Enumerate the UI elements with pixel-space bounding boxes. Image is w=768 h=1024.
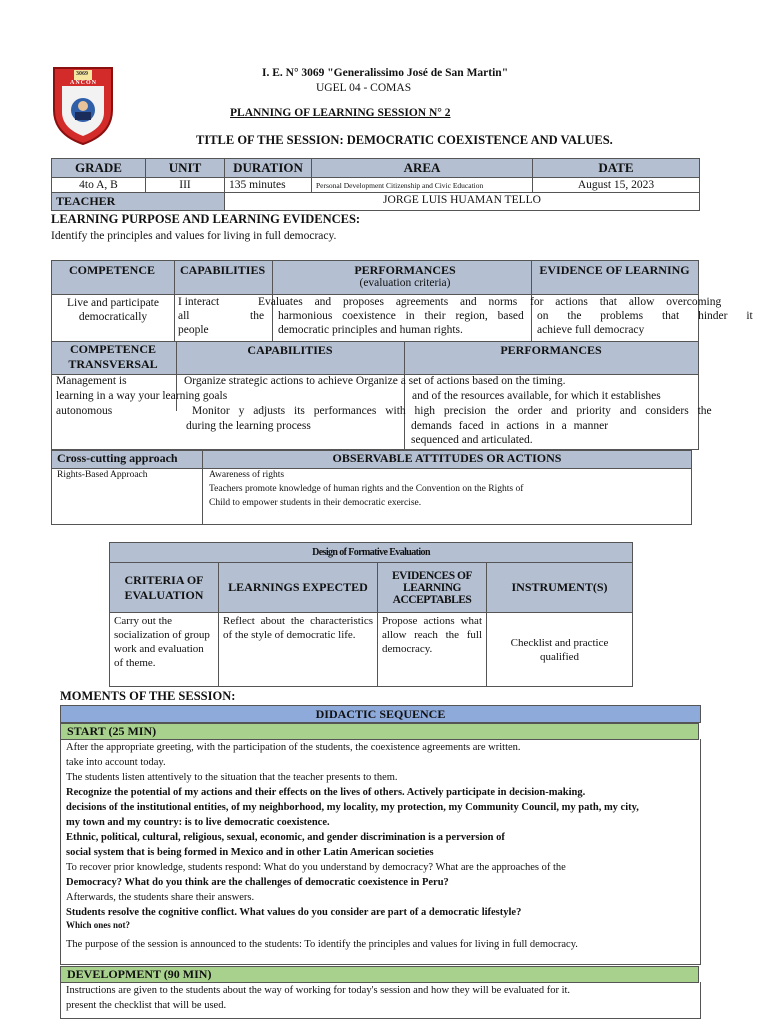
session-title: TITLE OF THE SESSION: DEMOCRATIC COEXISTENCE AND VALUES. [196,133,613,147]
transversal-capabilities-header: CAPABILITIES [247,343,333,357]
moments-heading: MOMENTS OF THE SESSION: [60,689,236,703]
transversal-line-2a: learning in a way your learning goals [56,390,228,402]
school-logo [48,62,118,146]
start-lines [61,739,700,952]
start-line: The purpose of the session is announced to the students: To identify the principles and values for living in full democracy. [66,939,578,950]
crosscutting-approach: Rights-Based Approach [57,470,148,480]
capabilities-header: CAPABILITIES [180,263,266,277]
transversal-line-3a: autonomous [56,405,113,417]
performance-line-2: harmonious coexistence in their region, based [278,310,524,322]
development-section [60,982,701,1019]
capability-line-3: the [250,310,265,322]
start-line: The students listen attentively to the situation that the teacher presents to them. [66,772,398,783]
start-section [60,739,701,965]
transversal-line-1a: Management is [56,375,127,387]
evidences-header: EVIDENCES OF LEARNING ACCEPTABLES [378,563,487,613]
start-line: Which ones not? [66,920,131,930]
formative-table [109,542,633,687]
start-line: take into account today. [66,757,166,768]
start-line: social system that is being formed in Mexico and in other Latin American societies [66,847,434,858]
date-header: DATE [533,159,700,178]
crosscutting-attitude-3: Child to empower students in their democratic exercise. [209,498,422,508]
instrument-header: INSTRUMENT(S) [487,563,633,613]
evidence-line-1: for actions that allow overcoming [530,296,722,308]
area-value: Personal Development Citizenship and Civic Education [312,178,533,193]
development-line-2: present the checklist that will be used. [66,1000,227,1011]
capability-line-2: all [178,310,190,322]
criteria-header: CRITERIA OF EVALUATION [110,563,219,613]
crosscutting-attitude-1: Awareness of rights [209,470,285,480]
logo-num-text: 3069 [76,71,88,77]
start-header: START (25 MIN) [60,723,699,740]
competence-cell: Live and participate democratically [67,297,159,323]
evidence-line-2: on the problems that hinder it [537,310,753,322]
capability-line-4: people [178,324,209,336]
start-line: After the appropriate greeting, with the participation of the students, the coexistence agreements are written. [66,742,521,753]
purpose-text: Identify the principles and values for living in full democracy. [51,230,337,242]
duration-header: DURATION [225,159,312,178]
development-header: DEVELOPMENT (90 MIN) [60,966,699,983]
performances-header: PERFORMANCES [354,263,456,277]
start-line: Afterwards, the students share their answers. [66,892,255,903]
crosscutting-attitude-2: Teachers promote knowledge of human rights and the Convention on the Rights of [209,484,524,494]
transversal-line-4c: demands faced in actions in a manner [411,420,609,432]
transversal-line-3b: Monitor y adjusts its performances with high precision the order and priority and considers the [192,405,712,417]
divider [202,450,203,525]
learnings-cell: Reflect about the characteristics of the style of democratic life. [219,613,378,687]
info-table [51,158,700,211]
grade-header: GRADE [52,159,146,178]
capability-line-1: I interact [178,296,220,308]
school-name: I. E. N° 3069 "Generalissimo José de San Martin" [262,67,509,79]
teacher-name: JORGE LUIS HUAMAN TELLO [225,193,700,211]
instrument-cell: Checklist and practice qualified [487,613,633,687]
date-value: August 15, 2023 [533,178,700,193]
evidences-cell: Propose actions what allow reach the full democracy. [378,613,487,687]
start-line: Ethnic, political, cultural, religious, sexual, economic, and gender discrimination is a perversion of [66,832,505,843]
evidence-header: EVIDENCE OF LEARNING [539,263,690,277]
development-line-1: Instructions are given to the students about the way of working for today's session and how they will be evaluated for it. [66,985,571,996]
teacher-label: TEACHER [52,193,225,211]
performance-line-1: Evaluates and proposes agreements and norms [258,296,518,308]
formative-title: Design of Formative Evaluation [110,543,633,563]
competence-header: COMPETENCE [68,263,155,277]
unit-value: III [146,178,225,193]
evidence-line-3: achieve full democracy [537,324,645,336]
start-line: To recover prior knowledge, students respond: What do you understand by democracy? What are the approaches of the [66,862,566,873]
duration-value: 135 minutes [225,178,312,193]
transversal-line-5c: sequenced and articulated. [411,434,533,446]
grade-value: 4to A, B [52,178,146,193]
transversal-line-4b: during the learning process [186,420,311,432]
didactic-sequence-header: DIDACTIC SEQUENCE [60,705,701,723]
transversal-line-1b: Organize strategic actions to achieve Organize a set of actions based on the timing. [184,375,566,387]
start-line: my town and my country: is to live democratic coexistence. [66,817,330,828]
start-line: Students resolve the cognitive conflict. What values do you consider are part of a democratic lifestyle? [66,907,522,918]
start-line: Recognize the potential of my actions and their effects on the lives of others. Actively participate in decision-making. [66,787,586,798]
ugel-text: UGEL 04 - COMAS [316,82,412,94]
learnings-header: LEARNINGS EXPECTED [219,563,378,613]
crosscutting-approach-header: Cross-cutting approach [57,451,178,465]
start-line: decisions of the institutional entities, of my neighborhood, my locality, my protection, my Community Council, my path, my city, [66,802,639,813]
logo-name-text: ANCON [70,80,97,86]
unit-header: UNIT [146,159,225,178]
area-header: AREA [312,159,533,178]
transversal-performances-header: PERFORMANCES [500,343,602,357]
performance-line-3: democratic principles and human rights. [278,324,463,336]
transversal-line-2b: and of the resources available, for which it establishes [412,390,661,402]
transversal-competence-header: COMPETENCE TRANSVERSAL [68,342,158,371]
purpose-heading: LEARNING PURPOSE AND LEARNING EVIDENCES: [51,212,361,226]
criteria-cell: Carry out the socialization of group work and evaluation of theme. [110,613,219,687]
crosscutting-attitudes-header: OBSERVABLE ATTITUDES OR ACTIONS [332,451,562,465]
performances-subheader: (evaluation criteria) [359,277,451,289]
planning-title: PLANNING OF LEARNING SESSION N° 2 [230,107,451,119]
start-line: Democracy? What do you think are the challenges of democratic coexistence in Peru? [66,877,449,888]
